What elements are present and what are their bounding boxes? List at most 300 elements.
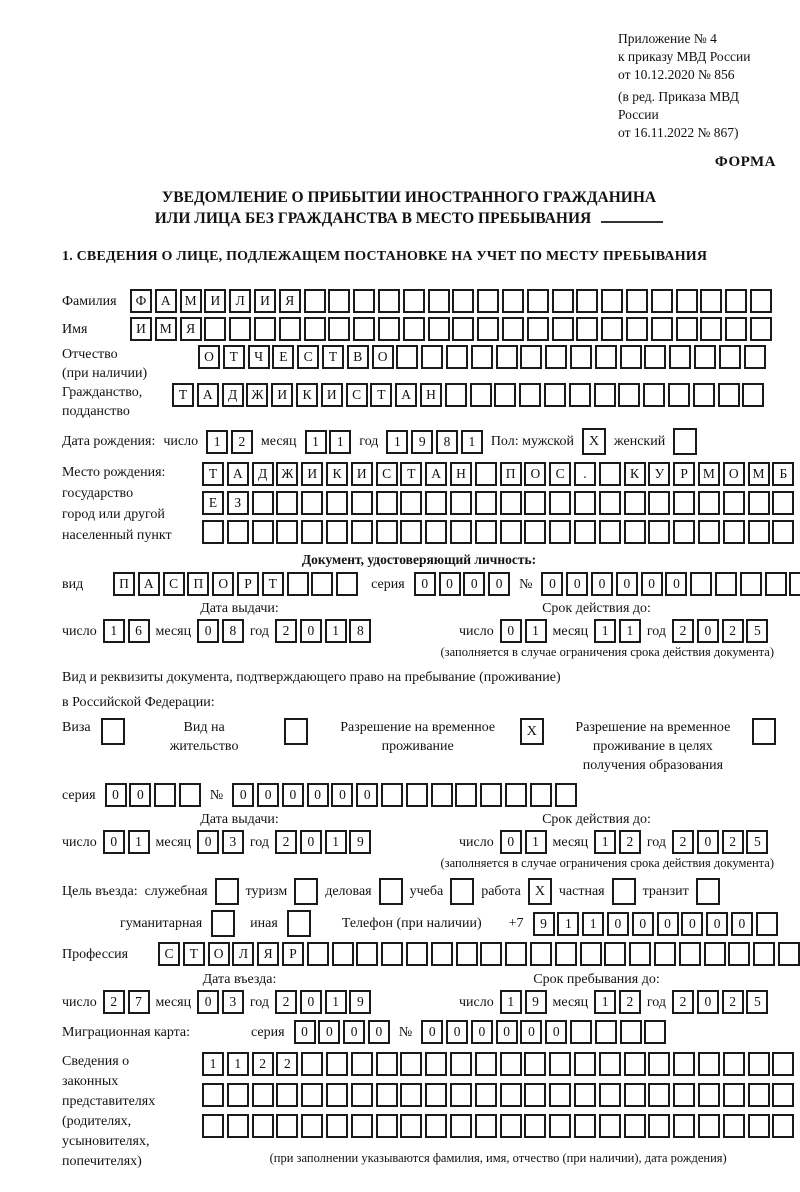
char-box[interactable]: 0 (129, 783, 151, 807)
char-box[interactable] (477, 289, 499, 313)
char-box[interactable] (574, 1052, 596, 1076)
char-box[interactable] (698, 491, 720, 515)
char-box[interactable] (676, 289, 698, 313)
char-box[interactable] (326, 520, 348, 544)
char-box[interactable]: 1 (525, 619, 547, 643)
char-box[interactable] (673, 1114, 695, 1138)
char-box[interactable] (446, 345, 468, 369)
char-box[interactable] (500, 1114, 522, 1138)
char-box[interactable] (431, 942, 453, 966)
char-box[interactable] (698, 1052, 720, 1076)
char-box[interactable] (725, 289, 747, 313)
char-box[interactable] (304, 317, 326, 341)
char-box[interactable] (723, 1114, 745, 1138)
char-box[interactable]: И (204, 289, 226, 313)
char-box[interactable] (676, 317, 698, 341)
char-box[interactable]: Ф (130, 289, 152, 313)
char-box[interactable] (552, 289, 574, 313)
char-box[interactable]: Н (450, 462, 472, 486)
char-box[interactable] (690, 572, 712, 596)
char-box[interactable]: Т (400, 462, 422, 486)
char-box[interactable]: 2 (275, 990, 297, 1014)
checkbox-humanitarian[interactable] (211, 910, 235, 937)
char-box[interactable]: 0 (566, 572, 588, 596)
char-box[interactable] (376, 491, 398, 515)
char-box[interactable]: 2 (276, 1052, 298, 1076)
char-box[interactable] (505, 942, 527, 966)
char-box[interactable]: 3 (222, 990, 244, 1014)
char-box[interactable]: 9 (533, 912, 555, 936)
char-box[interactable] (648, 1083, 670, 1107)
char-box[interactable]: 1 (329, 430, 351, 454)
char-box[interactable]: 9 (349, 990, 371, 1014)
char-box[interactable]: 0 (232, 783, 254, 807)
char-box[interactable] (524, 1083, 546, 1107)
char-box[interactable]: Е (272, 345, 294, 369)
char-box[interactable] (700, 289, 722, 313)
char-box[interactable] (301, 520, 323, 544)
char-box[interactable] (179, 783, 201, 807)
char-box[interactable] (376, 1083, 398, 1107)
char-box[interactable]: И (271, 383, 293, 407)
char-box[interactable] (524, 491, 546, 515)
char-box[interactable] (594, 383, 616, 407)
char-box[interactable] (673, 1052, 695, 1076)
char-box[interactable] (252, 1114, 274, 1138)
char-box[interactable] (618, 383, 640, 407)
char-box[interactable] (425, 1083, 447, 1107)
char-box[interactable] (431, 783, 453, 807)
char-box[interactable]: К (624, 462, 646, 486)
char-box[interactable]: С (346, 383, 368, 407)
char-box[interactable] (576, 289, 598, 313)
char-box[interactable] (748, 1052, 770, 1076)
char-box[interactable]: 2 (722, 830, 744, 854)
char-box[interactable] (772, 520, 794, 544)
char-box[interactable] (694, 345, 716, 369)
char-box[interactable]: 0 (197, 990, 219, 1014)
char-box[interactable]: 1 (594, 990, 616, 1014)
char-box[interactable] (326, 1083, 348, 1107)
char-box[interactable]: И (301, 462, 323, 486)
char-box[interactable] (555, 783, 577, 807)
char-box[interactable] (756, 912, 778, 936)
char-box[interactable]: 2 (722, 990, 744, 1014)
char-box[interactable] (723, 1083, 745, 1107)
char-box[interactable]: А (395, 383, 417, 407)
char-box[interactable]: 0 (471, 1020, 493, 1044)
char-box[interactable]: 2 (722, 619, 744, 643)
char-box[interactable]: Я (257, 942, 279, 966)
char-box[interactable]: 2 (619, 830, 641, 854)
char-box[interactable]: 0 (697, 619, 719, 643)
char-box[interactable]: К (326, 462, 348, 486)
char-box[interactable]: 0 (368, 1020, 390, 1044)
char-box[interactable]: 1 (325, 990, 347, 1014)
char-box[interactable]: Ж (246, 383, 268, 407)
char-box[interactable]: 0 (421, 1020, 443, 1044)
char-box[interactable]: 1 (594, 830, 616, 854)
char-box[interactable] (301, 1114, 323, 1138)
char-box[interactable]: О (198, 345, 220, 369)
char-box[interactable]: 2 (672, 619, 694, 643)
char-box[interactable]: С (297, 345, 319, 369)
char-box[interactable] (229, 317, 251, 341)
char-box[interactable] (673, 520, 695, 544)
char-box[interactable] (626, 317, 648, 341)
char-box[interactable] (326, 491, 348, 515)
char-box[interactable] (376, 1052, 398, 1076)
char-box[interactable]: 2 (231, 430, 253, 454)
checkbox-private[interactable] (612, 878, 636, 905)
char-box[interactable] (425, 520, 447, 544)
char-box[interactable] (500, 1052, 522, 1076)
char-box[interactable] (750, 289, 772, 313)
char-box[interactable] (400, 1083, 422, 1107)
checkbox-female[interactable] (673, 428, 697, 455)
char-box[interactable]: И (351, 462, 373, 486)
char-box[interactable]: 5 (746, 990, 768, 1014)
char-box[interactable] (445, 383, 467, 407)
char-box[interactable]: 0 (307, 783, 329, 807)
char-box[interactable] (502, 289, 524, 313)
char-box[interactable] (601, 317, 623, 341)
char-box[interactable] (740, 572, 762, 596)
char-box[interactable] (403, 289, 425, 313)
char-box[interactable] (381, 942, 403, 966)
char-box[interactable] (378, 317, 400, 341)
char-box[interactable] (475, 491, 497, 515)
checkbox-other[interactable] (287, 910, 311, 937)
char-box[interactable]: Р (237, 572, 259, 596)
char-box[interactable] (351, 520, 373, 544)
char-box[interactable] (336, 572, 358, 596)
char-box[interactable] (599, 491, 621, 515)
char-box[interactable] (406, 783, 428, 807)
char-box[interactable] (673, 1083, 695, 1107)
char-box[interactable] (576, 317, 598, 341)
char-box[interactable] (524, 1052, 546, 1076)
char-box[interactable] (475, 462, 497, 486)
char-box[interactable] (778, 942, 800, 966)
char-box[interactable] (396, 345, 418, 369)
char-box[interactable]: 1 (582, 912, 604, 936)
char-box[interactable]: Б (772, 462, 794, 486)
char-box[interactable] (765, 572, 787, 596)
char-box[interactable]: 1 (594, 619, 616, 643)
checkbox-temp-residence-edu[interactable] (752, 718, 776, 745)
char-box[interactable] (718, 383, 740, 407)
char-box[interactable] (530, 942, 552, 966)
char-box[interactable] (519, 383, 541, 407)
char-box[interactable]: 1 (305, 430, 327, 454)
char-box[interactable] (524, 1114, 546, 1138)
char-box[interactable]: 0 (318, 1020, 340, 1044)
char-box[interactable] (772, 1083, 794, 1107)
char-box[interactable] (202, 520, 224, 544)
char-box[interactable] (202, 1083, 224, 1107)
char-box[interactable]: 1 (202, 1052, 224, 1076)
char-box[interactable]: 0 (665, 572, 687, 596)
char-box[interactable]: О (372, 345, 394, 369)
char-box[interactable]: 1 (325, 619, 347, 643)
char-box[interactable]: 5 (746, 830, 768, 854)
char-box[interactable] (629, 942, 651, 966)
char-box[interactable]: 2 (252, 1052, 274, 1076)
char-box[interactable]: Р (673, 462, 695, 486)
char-box[interactable]: М (698, 462, 720, 486)
char-box[interactable]: 0 (706, 912, 728, 936)
char-box[interactable]: У (648, 462, 670, 486)
char-box[interactable]: О (212, 572, 234, 596)
char-box[interactable] (276, 1114, 298, 1138)
char-box[interactable] (742, 383, 764, 407)
char-box[interactable]: 0 (343, 1020, 365, 1044)
char-box[interactable] (772, 491, 794, 515)
char-box[interactable] (326, 1052, 348, 1076)
char-box[interactable]: 0 (632, 912, 654, 936)
char-box[interactable] (643, 383, 665, 407)
char-box[interactable]: 0 (697, 830, 719, 854)
char-box[interactable] (496, 345, 518, 369)
char-box[interactable] (552, 317, 574, 341)
char-box[interactable] (279, 317, 301, 341)
char-box[interactable] (530, 783, 552, 807)
char-box[interactable] (544, 383, 566, 407)
char-box[interactable] (723, 491, 745, 515)
char-box[interactable] (428, 317, 450, 341)
char-box[interactable]: 9 (525, 990, 547, 1014)
checkbox-work[interactable]: X (528, 878, 552, 905)
char-box[interactable]: С (158, 942, 180, 966)
char-box[interactable] (574, 1114, 596, 1138)
char-box[interactable]: 0 (591, 572, 613, 596)
char-box[interactable]: М (180, 289, 202, 313)
char-box[interactable]: 0 (500, 830, 522, 854)
char-box[interactable] (549, 1052, 571, 1076)
char-box[interactable] (353, 317, 375, 341)
char-box[interactable] (500, 1083, 522, 1107)
char-box[interactable] (772, 1052, 794, 1076)
char-box[interactable]: 0 (520, 1020, 542, 1044)
char-box[interactable] (276, 1083, 298, 1107)
char-box[interactable]: М (748, 462, 770, 486)
char-box[interactable] (599, 1114, 621, 1138)
char-box[interactable] (574, 520, 596, 544)
char-box[interactable]: 2 (103, 990, 125, 1014)
char-box[interactable]: П (187, 572, 209, 596)
char-box[interactable] (471, 345, 493, 369)
char-box[interactable]: Ж (276, 462, 298, 486)
char-box[interactable]: 0 (197, 830, 219, 854)
char-box[interactable]: Т (183, 942, 205, 966)
char-box[interactable]: 9 (411, 430, 433, 454)
char-box[interactable] (648, 1114, 670, 1138)
char-box[interactable] (500, 491, 522, 515)
char-box[interactable] (654, 942, 676, 966)
char-box[interactable] (301, 1052, 323, 1076)
char-box[interactable]: 1 (206, 430, 228, 454)
char-box[interactable]: 1 (128, 830, 150, 854)
char-box[interactable] (328, 289, 350, 313)
char-box[interactable]: Т (322, 345, 344, 369)
char-box[interactable]: 0 (300, 830, 322, 854)
char-box[interactable] (555, 942, 577, 966)
char-box[interactable]: 0 (300, 990, 322, 1014)
char-box[interactable]: 1 (227, 1052, 249, 1076)
char-box[interactable] (700, 317, 722, 341)
checkbox-tourism[interactable] (294, 878, 318, 905)
checkbox-residence-permit[interactable] (284, 718, 308, 745)
char-box[interactable]: 0 (463, 572, 485, 596)
char-box[interactable] (450, 1114, 472, 1138)
char-box[interactable]: 7 (128, 990, 150, 1014)
char-box[interactable] (502, 317, 524, 341)
char-box[interactable] (475, 1083, 497, 1107)
char-box[interactable] (378, 289, 400, 313)
char-box[interactable]: Л (232, 942, 254, 966)
char-box[interactable]: 0 (641, 572, 663, 596)
char-box[interactable] (400, 1052, 422, 1076)
char-box[interactable]: Р (282, 942, 304, 966)
char-box[interactable]: 0 (616, 572, 638, 596)
char-box[interactable] (748, 1083, 770, 1107)
char-box[interactable]: Е (202, 491, 224, 515)
char-box[interactable] (668, 383, 690, 407)
char-box[interactable]: 0 (294, 1020, 316, 1044)
char-box[interactable] (527, 317, 549, 341)
char-box[interactable] (227, 1083, 249, 1107)
char-box[interactable]: К (296, 383, 318, 407)
char-box[interactable] (376, 520, 398, 544)
char-box[interactable] (595, 1020, 617, 1044)
char-box[interactable]: 0 (500, 619, 522, 643)
char-box[interactable]: М (155, 317, 177, 341)
char-box[interactable]: 3 (222, 830, 244, 854)
char-box[interactable]: 0 (731, 912, 753, 936)
char-box[interactable] (651, 289, 673, 313)
char-box[interactable]: 2 (672, 830, 694, 854)
char-box[interactable] (475, 1052, 497, 1076)
char-box[interactable] (475, 1114, 497, 1138)
char-box[interactable] (574, 491, 596, 515)
char-box[interactable] (569, 383, 591, 407)
char-box[interactable]: Д (252, 462, 274, 486)
char-box[interactable] (693, 383, 715, 407)
char-box[interactable] (574, 1083, 596, 1107)
char-box[interactable] (624, 1052, 646, 1076)
char-box[interactable] (750, 317, 772, 341)
char-box[interactable] (351, 1114, 373, 1138)
char-box[interactable]: 0 (282, 783, 304, 807)
char-box[interactable] (480, 783, 502, 807)
char-box[interactable] (452, 289, 474, 313)
char-box[interactable] (351, 1083, 373, 1107)
char-box[interactable]: Я (279, 289, 301, 313)
char-box[interactable]: 8 (436, 430, 458, 454)
char-box[interactable]: А (155, 289, 177, 313)
char-box[interactable]: 2 (672, 990, 694, 1014)
char-box[interactable] (403, 317, 425, 341)
char-box[interactable] (549, 520, 571, 544)
char-box[interactable] (406, 942, 428, 966)
char-box[interactable] (753, 942, 775, 966)
char-box[interactable] (545, 345, 567, 369)
checkbox-transit[interactable] (696, 878, 720, 905)
char-box[interactable] (570, 1020, 592, 1044)
char-box[interactable] (624, 1114, 646, 1138)
char-box[interactable]: Т (370, 383, 392, 407)
char-box[interactable] (624, 491, 646, 515)
char-box[interactable] (570, 345, 592, 369)
char-box[interactable] (425, 1052, 447, 1076)
char-box[interactable] (644, 345, 666, 369)
char-box[interactable] (450, 491, 472, 515)
char-box[interactable] (704, 942, 726, 966)
char-box[interactable] (624, 1083, 646, 1107)
char-box[interactable] (450, 1083, 472, 1107)
char-box[interactable] (301, 491, 323, 515)
char-box[interactable] (227, 520, 249, 544)
char-box[interactable]: 0 (103, 830, 125, 854)
char-box[interactable] (599, 1052, 621, 1076)
char-box[interactable] (328, 317, 350, 341)
char-box[interactable] (400, 520, 422, 544)
char-box[interactable] (287, 572, 309, 596)
char-box[interactable]: А (227, 462, 249, 486)
char-box[interactable] (276, 520, 298, 544)
char-box[interactable]: 1 (525, 830, 547, 854)
char-box[interactable]: 2 (275, 619, 297, 643)
char-box[interactable] (626, 289, 648, 313)
char-box[interactable] (728, 942, 750, 966)
char-box[interactable]: 1 (325, 830, 347, 854)
char-box[interactable] (524, 520, 546, 544)
char-box[interactable] (227, 1114, 249, 1138)
char-box[interactable]: 6 (128, 619, 150, 643)
char-box[interactable] (599, 1083, 621, 1107)
char-box[interactable] (425, 1114, 447, 1138)
char-box[interactable] (475, 520, 497, 544)
checkbox-study[interactable] (450, 878, 474, 905)
char-box[interactable]: Ч (248, 345, 270, 369)
char-box[interactable]: 0 (541, 572, 563, 596)
blank-underline[interactable] (601, 209, 663, 223)
char-box[interactable]: 9 (349, 830, 371, 854)
char-box[interactable] (252, 491, 274, 515)
char-box[interactable] (725, 317, 747, 341)
char-box[interactable] (599, 462, 621, 486)
char-box[interactable] (648, 491, 670, 515)
char-box[interactable] (698, 1114, 720, 1138)
char-box[interactable] (744, 345, 766, 369)
char-box[interactable] (772, 1114, 794, 1138)
char-box[interactable] (715, 572, 737, 596)
char-box[interactable]: 0 (488, 572, 510, 596)
char-box[interactable] (599, 520, 621, 544)
char-box[interactable] (353, 289, 375, 313)
char-box[interactable]: 0 (439, 572, 461, 596)
char-box[interactable] (332, 942, 354, 966)
char-box[interactable] (456, 942, 478, 966)
checkbox-official[interactable] (215, 878, 239, 905)
char-box[interactable] (428, 289, 450, 313)
char-box[interactable] (500, 520, 522, 544)
char-box[interactable] (252, 1083, 274, 1107)
char-box[interactable] (351, 1052, 373, 1076)
char-box[interactable]: В (347, 345, 369, 369)
char-box[interactable] (527, 289, 549, 313)
